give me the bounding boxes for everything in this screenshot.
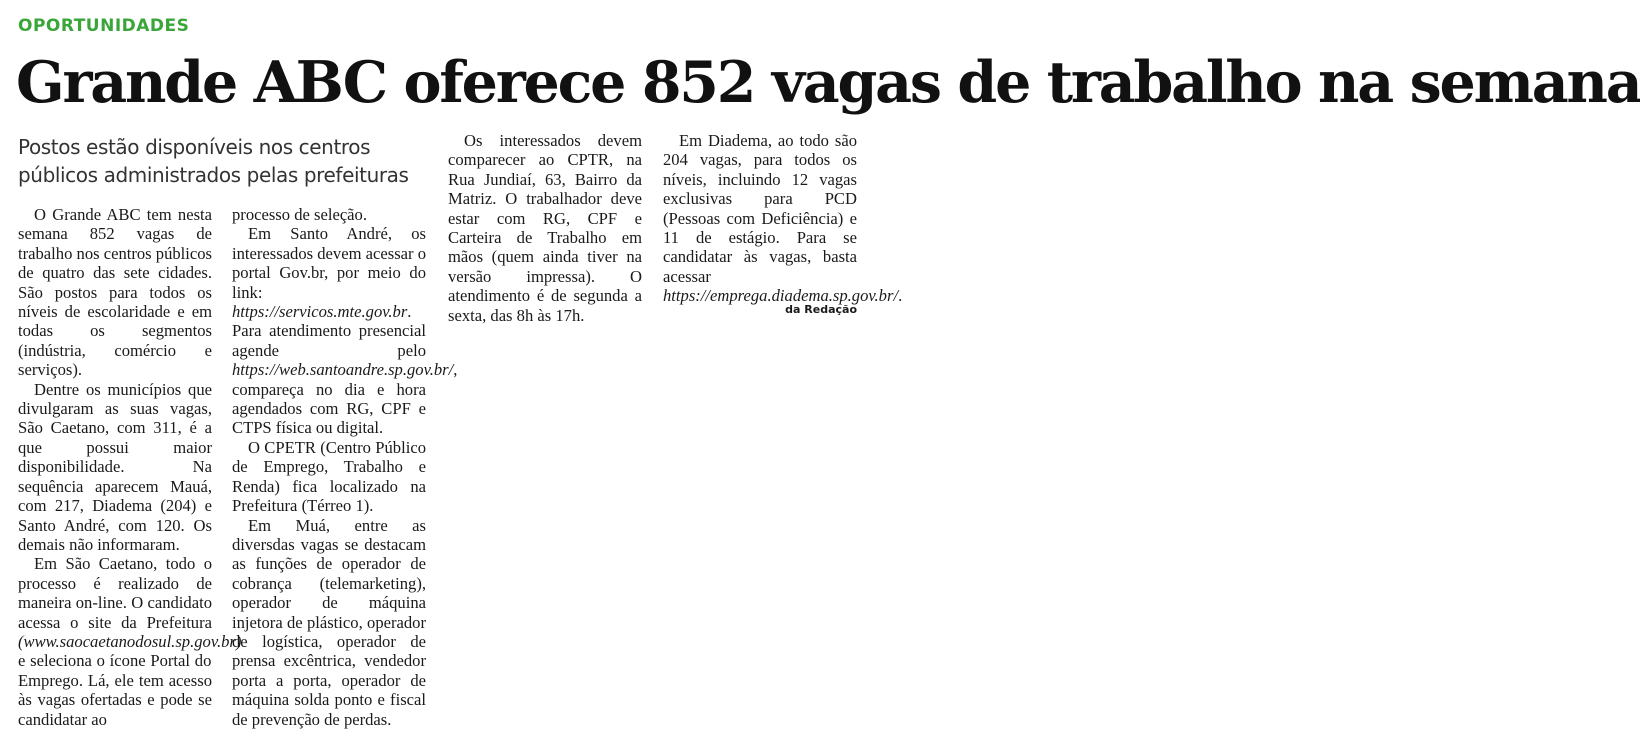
subhead: Postos estão disponíveis nos centros públicos administrados pelas prefeituras (18, 135, 409, 187)
paragraph (232, 224, 458, 438)
article-column-4 (663, 131, 903, 306)
paragraph (663, 131, 903, 306)
text-run: . (898, 286, 903, 306)
paragraph: Em Muá, entre as diversdas vagas se destacam as funções de operador de cobrança (telemarketing), operador de máquina injetora de plástico, operador de logística, operador de prensa excêntrica, vendedor porta a porta, operador de máquina solda ponto e fiscal de prevenção de perdas. (232, 515, 426, 729)
paragraph: processo de seleção. (232, 205, 367, 224)
headline: Grande ABC oferece 852 vagas de trabalho na semana (16, 49, 1640, 116)
link-diadema[interactable]: https://emprega.diadema.sp.gov.br/ (663, 286, 899, 306)
author-credit: da Redação (785, 303, 857, 316)
paragraph: O CPETR (Centro Público de Emprego, Trabalho e Renda) fica localizado na Prefeitura (Térreo 1). (232, 437, 426, 516)
text-run: , compareça no dia e hora agendados com RG, CPF e CTPS física ou digital. (232, 360, 458, 438)
text-run: e seleciona o ícone Portal do Emprego. Lá, ele tem acesso às vagas ofertadas e pode se candidatar ao (18, 651, 212, 729)
text-run: Em Santo André, os interessados devem acessar o portal Gov.br, por meio do link: (232, 224, 426, 302)
text-run: Em Diadema, ao todo são 204 vagas, para todos os níveis, incluindo 12 vagas exclusivas para PCD (Pessoas com Deficiência) e 11 de estágio. Para se candidatar às vagas, basta acessar (663, 131, 857, 286)
article-column-1 (18, 205, 242, 729)
paragraph: Os interessados devem comparecer ao CPTR, na Rua Jundiaí, 63, Bairro da Matriz. O trabalhador deve estar com RG, CPF e Carteira de Trabalho em mãos (quem ainda tiver na versão impressa). O atendimento é de segunda a sexta, das 8h às 17h. (448, 131, 642, 325)
article-column-2 (232, 205, 458, 729)
section-kicker: OPORTUNIDADES (18, 16, 190, 36)
paragraph: O Grande ABC tem nesta semana 852 vagas de trabalho nos centros públicos de quatro das sete cidades. São postos para todos os níveis de escolaridade e em todas os segmentos (indústria, comércio e serviços). (18, 205, 213, 380)
paragraph (18, 554, 242, 729)
link-saocaetano[interactable]: (www.saocaetanodosul.sp.gov.br) (18, 631, 242, 651)
link-santoandre[interactable]: https://web.santoandre.sp.gov.br/ (232, 360, 454, 380)
text-run: Em São Caetano, todo o processo é realizado de maneira on-line. O candidato acessa o site da Prefeitura (18, 554, 212, 632)
paragraph: Dentre os municípios que divulgaram as suas vagas, São Caetano, com 311, é a que possui maior disponibilidade. Na sequência aparecem Mauá, com 217, Diadema (204) e Santo André, com 120. Os demais não informaram. (18, 379, 212, 554)
article-column-3 (448, 131, 642, 325)
text-run: . Para atendimento presencial agende pelo (232, 302, 426, 360)
link-servicos-mte[interactable]: https://servicos.mte.gov.br (232, 302, 408, 322)
